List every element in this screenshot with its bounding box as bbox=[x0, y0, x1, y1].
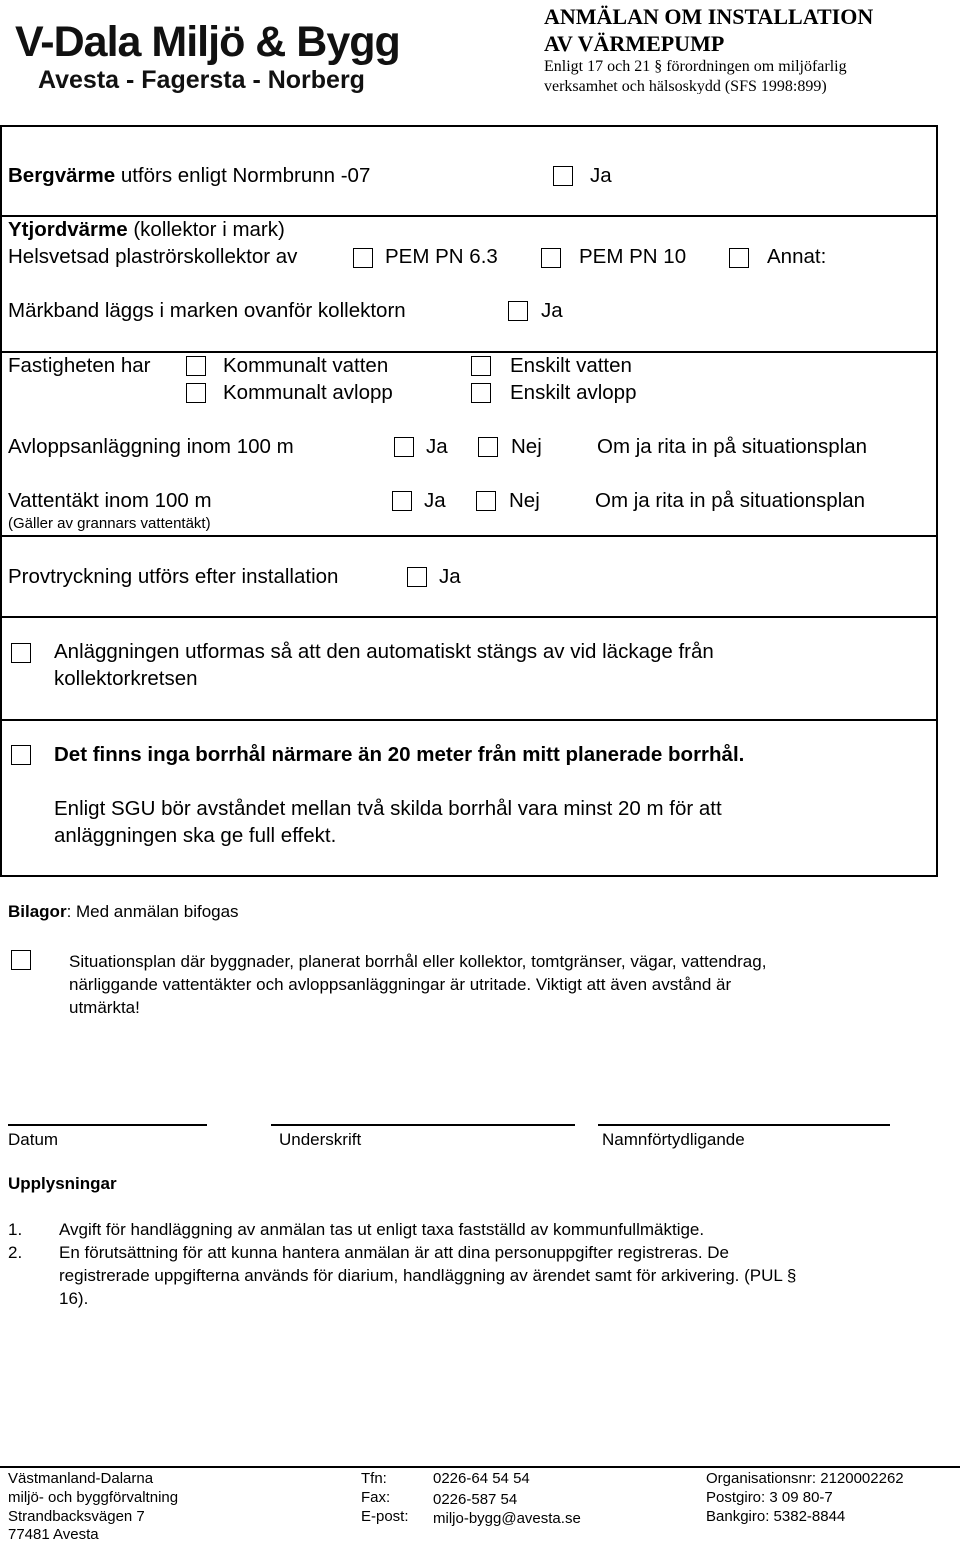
form-title-line1: ANMÄLAN OM INSTALLATION bbox=[544, 4, 874, 29]
markband-ja-checkbox[interactable] bbox=[508, 301, 528, 321]
bergvarme-bold: Bergvärme bbox=[8, 164, 116, 187]
situationsplan-checkbox[interactable] bbox=[11, 950, 31, 970]
kommunalt-avlopp-label: Kommunalt avlopp bbox=[223, 381, 393, 404]
avlopp-note: Om ja rita in på situationsplan bbox=[597, 435, 868, 458]
divider bbox=[0, 719, 938, 721]
logo-name: V-Dala Miljö & Bygg bbox=[15, 18, 400, 66]
fastigheten-label: Fastigheten har bbox=[8, 354, 151, 377]
vattentakt-note: Om ja rita in på situationsplan bbox=[595, 489, 866, 512]
footer-org-name: Västmanland-Dalarna bbox=[8, 1470, 154, 1487]
bergvarme-ja-label: Ja bbox=[590, 164, 612, 187]
footer-orgnr: Organisationsnr: 2120002262 bbox=[706, 1470, 904, 1487]
footer-street: Strandbacksvägen 7 bbox=[8, 1508, 145, 1525]
divider bbox=[0, 535, 938, 537]
law-reference-line1: Enligt 17 och 21 § förordningen om miljöfarlig bbox=[544, 58, 847, 75]
logo-towns: Avesta - Fagersta - Norberg bbox=[38, 66, 365, 94]
kommunalt-vatten-label: Kommunalt vatten bbox=[223, 354, 389, 377]
footer-email-label: E-post: bbox=[361, 1508, 409, 1525]
pem-pn10-checkbox[interactable] bbox=[541, 248, 561, 268]
divider bbox=[0, 875, 938, 877]
upplysning-2-number: 2. bbox=[8, 1243, 23, 1262]
footer-divider bbox=[0, 1466, 960, 1468]
underskrift-field[interactable] bbox=[271, 1124, 575, 1126]
kommunalt-vatten-checkbox[interactable] bbox=[186, 356, 206, 376]
vattentakt-nej-checkbox[interactable] bbox=[476, 491, 496, 511]
pem-pn63-label: PEM PN 6.3 bbox=[385, 245, 498, 268]
ytjordvarme-label bbox=[8, 218, 285, 242]
helsvetsad-label: Helsvetsad plaströrskollektor av bbox=[8, 245, 298, 268]
law-reference-line2: verksamhet och hälsoskydd (SFS 1998:899) bbox=[544, 78, 827, 94]
avlopp-ja-checkbox[interactable] bbox=[394, 437, 414, 457]
annat-label: Annat: bbox=[767, 245, 827, 268]
enskilt-vatten-checkbox[interactable] bbox=[471, 356, 491, 376]
enskilt-avlopp-label: Enskilt avlopp bbox=[510, 381, 637, 404]
footer-fax-label: Fax: bbox=[361, 1489, 391, 1506]
ytjordvarme-rest: (kollektor i mark) bbox=[127, 218, 285, 241]
upplysning-2-line2: registrerade uppgifterna används för diarium, handläggning av ärendet samt för arkivering. (PUL § bbox=[59, 1266, 797, 1285]
avlopp-ja-label: Ja bbox=[426, 435, 448, 458]
divider bbox=[0, 351, 938, 353]
bilagor-rest: : Med anmälan bifogas bbox=[66, 902, 239, 921]
footer-department: miljö- och byggförvaltning bbox=[8, 1489, 179, 1506]
footer-email[interactable]: miljo-bygg@avesta.se bbox=[433, 1510, 581, 1527]
provtryck-ja-checkbox[interactable] bbox=[407, 567, 427, 587]
vattentakt-ja-checkbox[interactable] bbox=[392, 491, 412, 511]
situationsplan-line3: utmärkta! bbox=[69, 998, 140, 1017]
avlopp-nej-checkbox[interactable] bbox=[478, 437, 498, 457]
vattentakt-nej-label: Nej bbox=[509, 489, 540, 512]
enskilt-avlopp-checkbox[interactable] bbox=[471, 383, 491, 403]
markband-label: Märkband läggs i marken ovanför kollektorn bbox=[8, 299, 406, 322]
namnfortydligande-field[interactable] bbox=[598, 1124, 890, 1126]
lackage-checkbox[interactable] bbox=[11, 643, 31, 663]
bergvarme-ja-checkbox[interactable] bbox=[553, 166, 573, 186]
sgu-note-line2: anläggningen ska ge full effekt. bbox=[54, 824, 337, 847]
kommunalt-avlopp-checkbox[interactable] bbox=[186, 383, 206, 403]
upplysning-1-text: Avgift för handläggning av anmälan tas ut enligt taxa fastställd av kommunfullmäktige. bbox=[59, 1220, 705, 1239]
bilagor-heading bbox=[8, 902, 239, 922]
box-right-border bbox=[936, 125, 938, 877]
footer-phone: 0226-64 54 54 bbox=[433, 1470, 530, 1487]
ytjordvarme-bold: Ytjordvärme bbox=[8, 218, 128, 241]
avlopp-nej-label: Nej bbox=[511, 435, 542, 458]
lackage-line2: kollektorkretsen bbox=[54, 667, 198, 690]
upplysningar-heading: Upplysningar bbox=[8, 1174, 117, 1193]
namnfortydligande-label: Namnförtydligande bbox=[602, 1130, 745, 1149]
lackage-line1: Anläggningen utformas så att den automatiskt stängs av vid läckage från bbox=[54, 640, 714, 663]
divider bbox=[0, 215, 938, 217]
footer-city: 77481 Avesta bbox=[8, 1526, 99, 1543]
footer-bankgiro: Bankgiro: 5382-8844 bbox=[706, 1508, 846, 1525]
pem-pn10-label: PEM PN 10 bbox=[579, 245, 687, 268]
box-left-border bbox=[0, 125, 2, 877]
datum-field[interactable] bbox=[8, 1124, 207, 1126]
provtryck-ja-label: Ja bbox=[439, 565, 461, 588]
form-title-line2: AV VÄRMEPUMP bbox=[544, 31, 725, 56]
upplysning-1-number: 1. bbox=[8, 1220, 23, 1239]
markband-ja-label: Ja bbox=[541, 299, 563, 322]
bergvarme-label bbox=[8, 164, 370, 188]
enskilt-vatten-label: Enskilt vatten bbox=[510, 354, 632, 377]
divider bbox=[0, 125, 938, 127]
borrhal-checkbox[interactable] bbox=[11, 745, 31, 765]
avlopp-label: Avloppsanläggning inom 100 m bbox=[8, 435, 294, 458]
bilagor-bold: Bilagor bbox=[8, 902, 67, 921]
divider bbox=[0, 616, 938, 618]
datum-label: Datum bbox=[8, 1130, 59, 1149]
upplysning-2-line3: 16). bbox=[59, 1289, 89, 1308]
underskrift-label: Underskrift bbox=[279, 1130, 362, 1149]
footer-fax: 0226-587 54 bbox=[433, 1491, 518, 1508]
bergvarme-rest: utförs enligt Normbrunn -07 bbox=[115, 164, 371, 187]
upplysning-2-line1: En förutsättning för att kunna hantera anmälan är att dina personuppgifter registreras. De bbox=[59, 1243, 730, 1262]
pem-pn63-checkbox[interactable] bbox=[353, 248, 373, 268]
provtryck-label: Provtryckning utförs efter installation bbox=[8, 565, 339, 588]
footer-postgiro: Postgiro: 3 09 80-7 bbox=[706, 1489, 833, 1506]
vattentakt-sub: (Gäller av grannars vattentäkt) bbox=[8, 515, 211, 532]
footer-phone-label: Tfn: bbox=[361, 1470, 387, 1487]
sgu-note-line1: Enligt SGU bör avståndet mellan två skilda borrhål vara minst 20 m för att bbox=[54, 797, 722, 820]
vattentakt-label: Vattentäkt inom 100 m bbox=[8, 489, 212, 512]
annat-checkbox[interactable] bbox=[729, 248, 749, 268]
situationsplan-line1: Situationsplan där byggnader, planerat borrhål eller kollektor, tomtgränser, vägar, vattendrag, bbox=[69, 952, 767, 971]
borrhal-statement: Det finns inga borrhål närmare än 20 meter från mitt planerade borrhål. bbox=[54, 743, 745, 766]
situationsplan-line2: närliggande vattentäkter och avloppsanläggningar är utritade. Viktigt att även avstånd är bbox=[69, 975, 732, 994]
vattentakt-ja-label: Ja bbox=[424, 489, 446, 512]
